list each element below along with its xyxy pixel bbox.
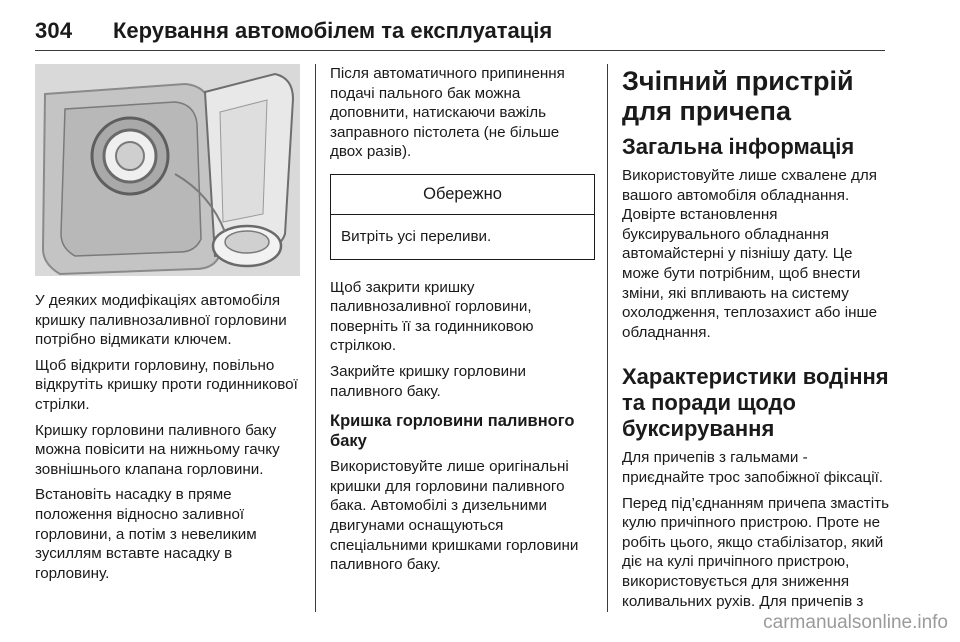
paragraph: Щоб закрити кришку паливнозаливної горловини, поверніть її за годинниковою стрілкою. <box>330 278 534 355</box>
paragraph: Кришку горловини паливного баку можна повісити на нижньому гачку зовнішнього клапана горловини. <box>35 421 280 478</box>
fuel-filler-drawing <box>35 64 300 276</box>
column-divider <box>607 64 608 612</box>
caution-box <box>330 174 595 260</box>
column-divider <box>315 64 316 612</box>
fuel-filler-illustration <box>35 64 300 276</box>
section-heading: Характеристики водіння та поради щодо буксирування <box>622 364 889 442</box>
paragraph: Використовуйте лише оригінальні кришки для горловини паливного бака. Автомобілі з дизельними двигунами оснащуються спеціальними кришками горловини паливного баку. <box>330 458 579 574</box>
caution-title: Обережно <box>331 175 594 215</box>
paragraph: Щоб відкрити горловину, повільно відкрутіть кришку проти годинникової стрілки. <box>35 356 298 413</box>
paragraph: У деяких модифікаціях автомобіля кришку паливнозаливної горловини потрібно відмикати ключем. <box>35 292 287 349</box>
section-heading: Зчіпний пристрій для причепа <box>622 66 854 126</box>
section-title: Керування автомобілем та експлуатація <box>113 18 553 43</box>
paragraph: Перед під’єднанням причепа змастіть кулю причіпного пристрою. Проте не робіть цього, якщо стабілізатор, який діє на кулі причіпного пристрою, використовується для зниження коливальних рухів. Для причепів з <box>622 494 889 610</box>
subheading: Загальна інформація <box>622 134 855 159</box>
subheading: Кришка горловини паливного баку <box>330 412 575 451</box>
paragraph: Встановіть насадку в пряме положення відносно заливної горловини, а потім з невеликим зусиллям вставте насадку в горловину. <box>35 486 257 582</box>
paragraph: Закрийте кришку горловини паливного баку. <box>330 362 526 400</box>
column-left <box>35 64 300 589</box>
column-right <box>622 64 892 617</box>
paragraph: Після автоматичного припинення подачі пального бак можна доповнити, натискаючи важіль заправного пістолета (не більше двох разів). <box>330 65 565 161</box>
page-number: 304 <box>35 18 73 43</box>
page-header <box>35 10 885 51</box>
column-middle <box>330 64 595 581</box>
watermark: carmanualsonline.info <box>763 612 948 633</box>
paragraph: Для причепів з гальмами - приєднайте трос запобіжної фіксації. <box>622 449 884 486</box>
paragraph: Використовуйте лише схвалене для вашого автомобіля обладнання. Довірте встановлення буксирувального обладнання автомайстерні у пізнішу дату. Це може бути потрібним, щоб внести зміни, які впливають на систему охолодження, теплозахист або інше обладнання. <box>622 167 878 341</box>
caution-text: Витріть усі переливи. <box>341 227 492 245</box>
